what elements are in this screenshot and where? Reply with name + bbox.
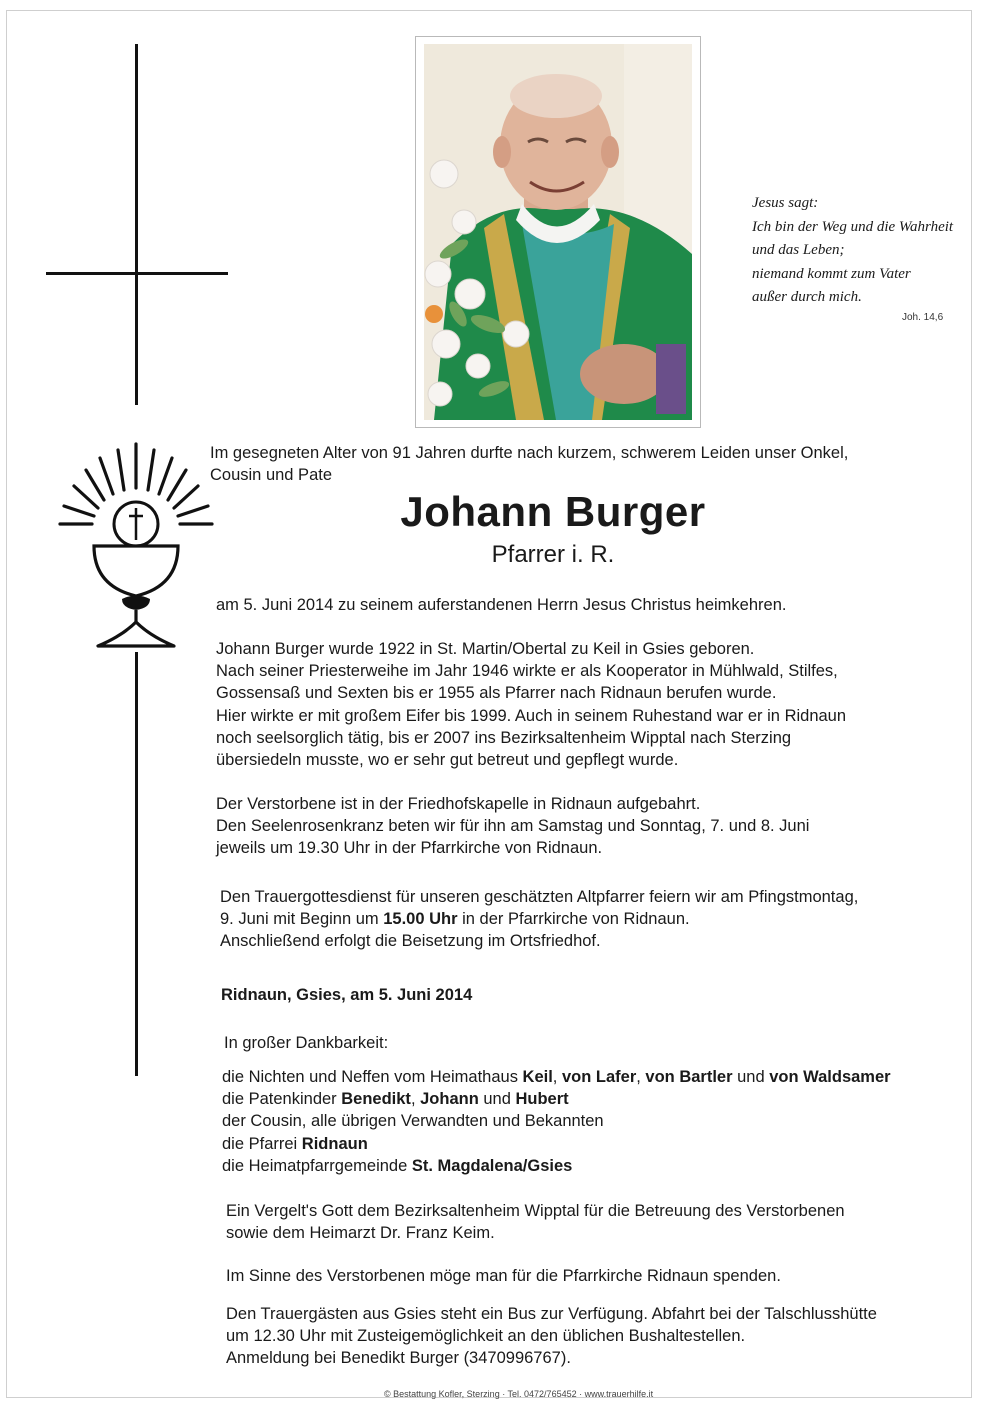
cross-horizontal-beam bbox=[46, 272, 228, 275]
funeral-line bbox=[220, 908, 858, 930]
thanks bbox=[226, 1200, 845, 1244]
mourner-text: die Patenkinder bbox=[222, 1090, 342, 1109]
funeral-time: 15.00 Uhr bbox=[383, 910, 458, 929]
funeral-line: Anschließend erfolgt die Beisetzung im Ortsfriedhof. bbox=[220, 932, 601, 951]
mourner-line bbox=[222, 1155, 891, 1177]
family-name: von Lafer bbox=[561, 1068, 637, 1086]
mourner-text: und bbox=[478, 1090, 516, 1109]
bus-info bbox=[226, 1303, 877, 1370]
bus-line: um 12.30 Uhr mit Zusteigemöglichkeit an den üblichen Bushaltestellen. bbox=[226, 1327, 746, 1346]
mourner-text: , bbox=[636, 1068, 646, 1086]
biography-line: übersiedeln musste, wo er sehr gut betreut und gepflegt wurde. bbox=[216, 751, 679, 770]
mourner-text: und bbox=[732, 1068, 770, 1086]
godchild-name: Benedikt bbox=[341, 1090, 411, 1109]
family-name: Keil bbox=[522, 1068, 553, 1086]
cross-vertical-beam bbox=[135, 44, 138, 405]
bus-line: Den Trauergästen aus Gsies steht ein Bus zur Verfügung. Abfahrt bei der Talschlusshütte bbox=[226, 1305, 877, 1323]
funeral-text: 9. Juni mit Beginn um bbox=[220, 910, 384, 929]
biography-line: Nach seiner Priesterweihe im Jahr 1946 wirkte er als Kooperator in Mühlwald, Stilfes, bbox=[216, 662, 838, 681]
portrait-frame bbox=[415, 36, 701, 428]
quote-line: Jesus sagt: bbox=[752, 195, 819, 211]
mourner-text: die Nichten und Neffen vom Heimathaus bbox=[222, 1068, 523, 1086]
mourner-line bbox=[222, 1088, 891, 1110]
mourner-text: die Heimatpfarrgemeinde bbox=[222, 1156, 412, 1175]
priest-portrait-image bbox=[424, 44, 692, 420]
quote-line: niemand kommt zum Vater bbox=[752, 265, 911, 282]
biography-line: noch seelsorglich tätig, bis er 2007 ins Bezirksaltenheim Wipptal nach Sterzing bbox=[216, 728, 792, 747]
parish-name: Ridnaun bbox=[301, 1134, 368, 1153]
funeral-line: Den Trauergottesdienst für unseren geschätzten Altpfarrer feiern wir am Pfingstmontag, bbox=[220, 888, 859, 906]
biography bbox=[216, 638, 846, 771]
death-line-text: am 5. Juni 2014 zu seinem auferstandenen Herrn Jesus Christus heimkehren. bbox=[216, 596, 787, 614]
godchild-name: Johann bbox=[420, 1090, 479, 1109]
mourners-list bbox=[222, 1066, 891, 1177]
mourner-text: , bbox=[410, 1090, 421, 1109]
gratitude-heading bbox=[224, 1032, 388, 1054]
bus-line: Anmeldung bei Benedikt Burger (3470996767). bbox=[226, 1349, 571, 1368]
place-date-text: Ridnaun, Gsies, am 5. Juni 2014 bbox=[221, 986, 473, 1004]
gratitude-heading-text: In großer Dankbarkeit: bbox=[224, 1034, 389, 1052]
thanks-line: sowie dem Heimarzt Dr. Franz Keim. bbox=[226, 1224, 495, 1243]
wake-line: Den Seelenrosenkranz beten wir für ihn am Samstag und Sonntag, 7. und 8. Juni bbox=[216, 817, 810, 836]
parish-name: St. Magdalena/Gsies bbox=[411, 1156, 573, 1175]
bible-quote bbox=[752, 192, 972, 310]
quote-line: außer durch mich. bbox=[752, 289, 862, 305]
quote-line: Ich bin der Weg und die Wahrheit bbox=[752, 218, 954, 235]
funeral-info bbox=[220, 886, 858, 953]
biography-line: Hier wirkte er mit großem Eifer bis 1999. Auch in seinem Ruhestand war er in Ridnaun bbox=[216, 706, 847, 725]
mourner-line bbox=[222, 1066, 891, 1088]
intro-text bbox=[210, 442, 848, 486]
funeral-text: in der Pfarrkirche von Ridnaun. bbox=[457, 910, 690, 929]
deceased-title: Pfarrer i. R. bbox=[491, 541, 615, 568]
intro-line: Im gesegneten Alter von 91 Jahren durfte nach kurzem, schwerem Leiden unser Onkel, bbox=[210, 444, 849, 462]
thanks-line: Ein Vergelt's Gott dem Bezirksaltenheim Wipptal für die Betreuung des Verstorbenen bbox=[226, 1202, 845, 1220]
wake-line: jeweils um 19.30 Uhr in der Pfarrkirche von Ridnaun. bbox=[216, 839, 603, 858]
mourner-text: die Pfarrei bbox=[222, 1134, 302, 1153]
mourner-line bbox=[222, 1133, 891, 1155]
biography-line: Johann Burger wurde 1922 in St. Martin/Obertal zu Keil in Gsies geboren. bbox=[216, 640, 755, 658]
donation-note bbox=[226, 1265, 781, 1287]
biography-line: Gossensaß und Sexten bis er 1955 als Pfarrer nach Ridnaun berufen wurde. bbox=[216, 684, 777, 703]
family-name: von Waldsamer bbox=[769, 1068, 891, 1086]
quote-line: und das Leben; bbox=[752, 242, 845, 258]
place-date bbox=[221, 984, 472, 1006]
wake-info bbox=[216, 793, 809, 860]
portrait-photo bbox=[424, 44, 692, 420]
funeral-home-footer: © Bestattung Kofler, Sterzing · Tel. 0472/765452 · www.trauerhilfe.it bbox=[384, 1389, 654, 1399]
donation-text: Im Sinne des Verstorbenen möge man für die Pfarrkirche Ridnaun spenden. bbox=[226, 1267, 781, 1285]
family-name: von Bartler bbox=[645, 1068, 733, 1086]
mourner-line: der Cousin, alle übrigen Verwandten und Bekannten bbox=[222, 1112, 604, 1131]
death-line bbox=[216, 594, 786, 616]
quote-reference: Joh. 14,6 bbox=[902, 312, 944, 323]
godchild-name: Hubert bbox=[515, 1090, 569, 1109]
mourner-text: , bbox=[552, 1068, 562, 1086]
deceased-name: Johann Burger bbox=[400, 488, 706, 535]
wake-line: Der Verstorbene ist in der Friedhofskapelle in Ridnaun aufgebahrt. bbox=[216, 795, 701, 813]
intro-line: Cousin und Pate bbox=[210, 466, 333, 485]
cross-staff-lower bbox=[135, 652, 138, 1076]
